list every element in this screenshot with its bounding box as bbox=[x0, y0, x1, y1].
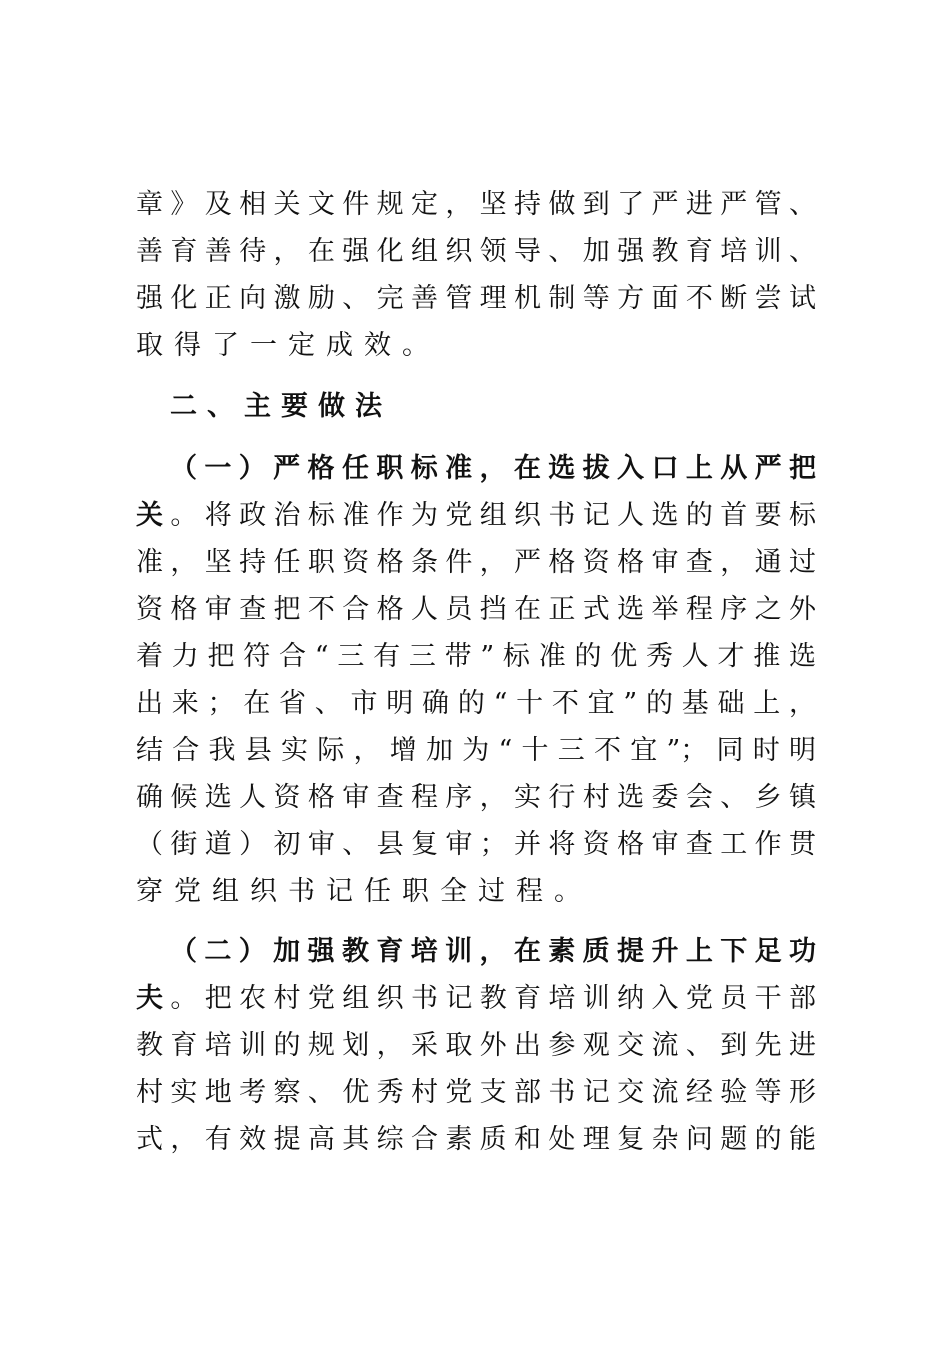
item1-line-9: （街道）初审、县复审；并将资格审查工作贯 bbox=[136, 829, 816, 860]
item1-line-5: 着力把符合“三有三带”标准的优秀人才推选 bbox=[136, 641, 816, 672]
item2-text-start: 。把农村党组织书记教育培训纳入党员干部 bbox=[170, 983, 816, 1014]
item2-line-3: 教育培训的规划，采取外出参观交流、到先进 bbox=[136, 1030, 816, 1061]
item1-line-6: 出来；在省、市明确的“十不宜”的基础上， bbox=[136, 688, 816, 719]
item2-line-5: 式，有效提高其综合素质和处理复杂问题的能 bbox=[136, 1124, 816, 1155]
item1-title-end: 关 bbox=[136, 500, 171, 531]
item1-text-start: 。将政治标准作为党组织书记人选的首要标 bbox=[170, 500, 816, 531]
item2-title-line: （二）加强教育培训，在素质提升上下足功 bbox=[170, 936, 816, 967]
item2-line-2 bbox=[136, 982, 816, 1016]
item1-line-7: 结合我县实际，增加为“十三不宜”；同时明 bbox=[136, 735, 816, 766]
item1-title-line: （一）严格任职标准，在选拔入口上从严把 bbox=[170, 453, 816, 484]
intro-line-2: 善育善待，在强化组织领导、加强教育培训、 bbox=[136, 236, 816, 267]
item2-title-end: 夫 bbox=[136, 983, 171, 1014]
intro-line-1: 章》及相关文件规定，坚持做到了严进严管、 bbox=[136, 189, 816, 220]
item1-line-4: 资格审查把不合格人员挡在正式选举程序之外 bbox=[136, 594, 816, 625]
intro-line-3: 强化正向激励、完善管理机制等方面不断尝试 bbox=[136, 283, 816, 314]
item1-line-2 bbox=[136, 499, 816, 533]
item2-line-4: 村实地考察、优秀村党支部书记交流经验等形 bbox=[136, 1077, 816, 1108]
item1-line-3: 准，坚持任职资格条件，严格资格审查，通过 bbox=[136, 547, 816, 578]
intro-line-4: 取得了一定成效。 bbox=[136, 330, 440, 361]
section-heading: 二、主要做法 bbox=[170, 391, 392, 422]
item1-line-8: 确候选人资格审查程序，实行村选委会、乡镇 bbox=[136, 782, 816, 813]
item1-line-10: 穿党组织书记任职全过程。 bbox=[136, 876, 592, 907]
